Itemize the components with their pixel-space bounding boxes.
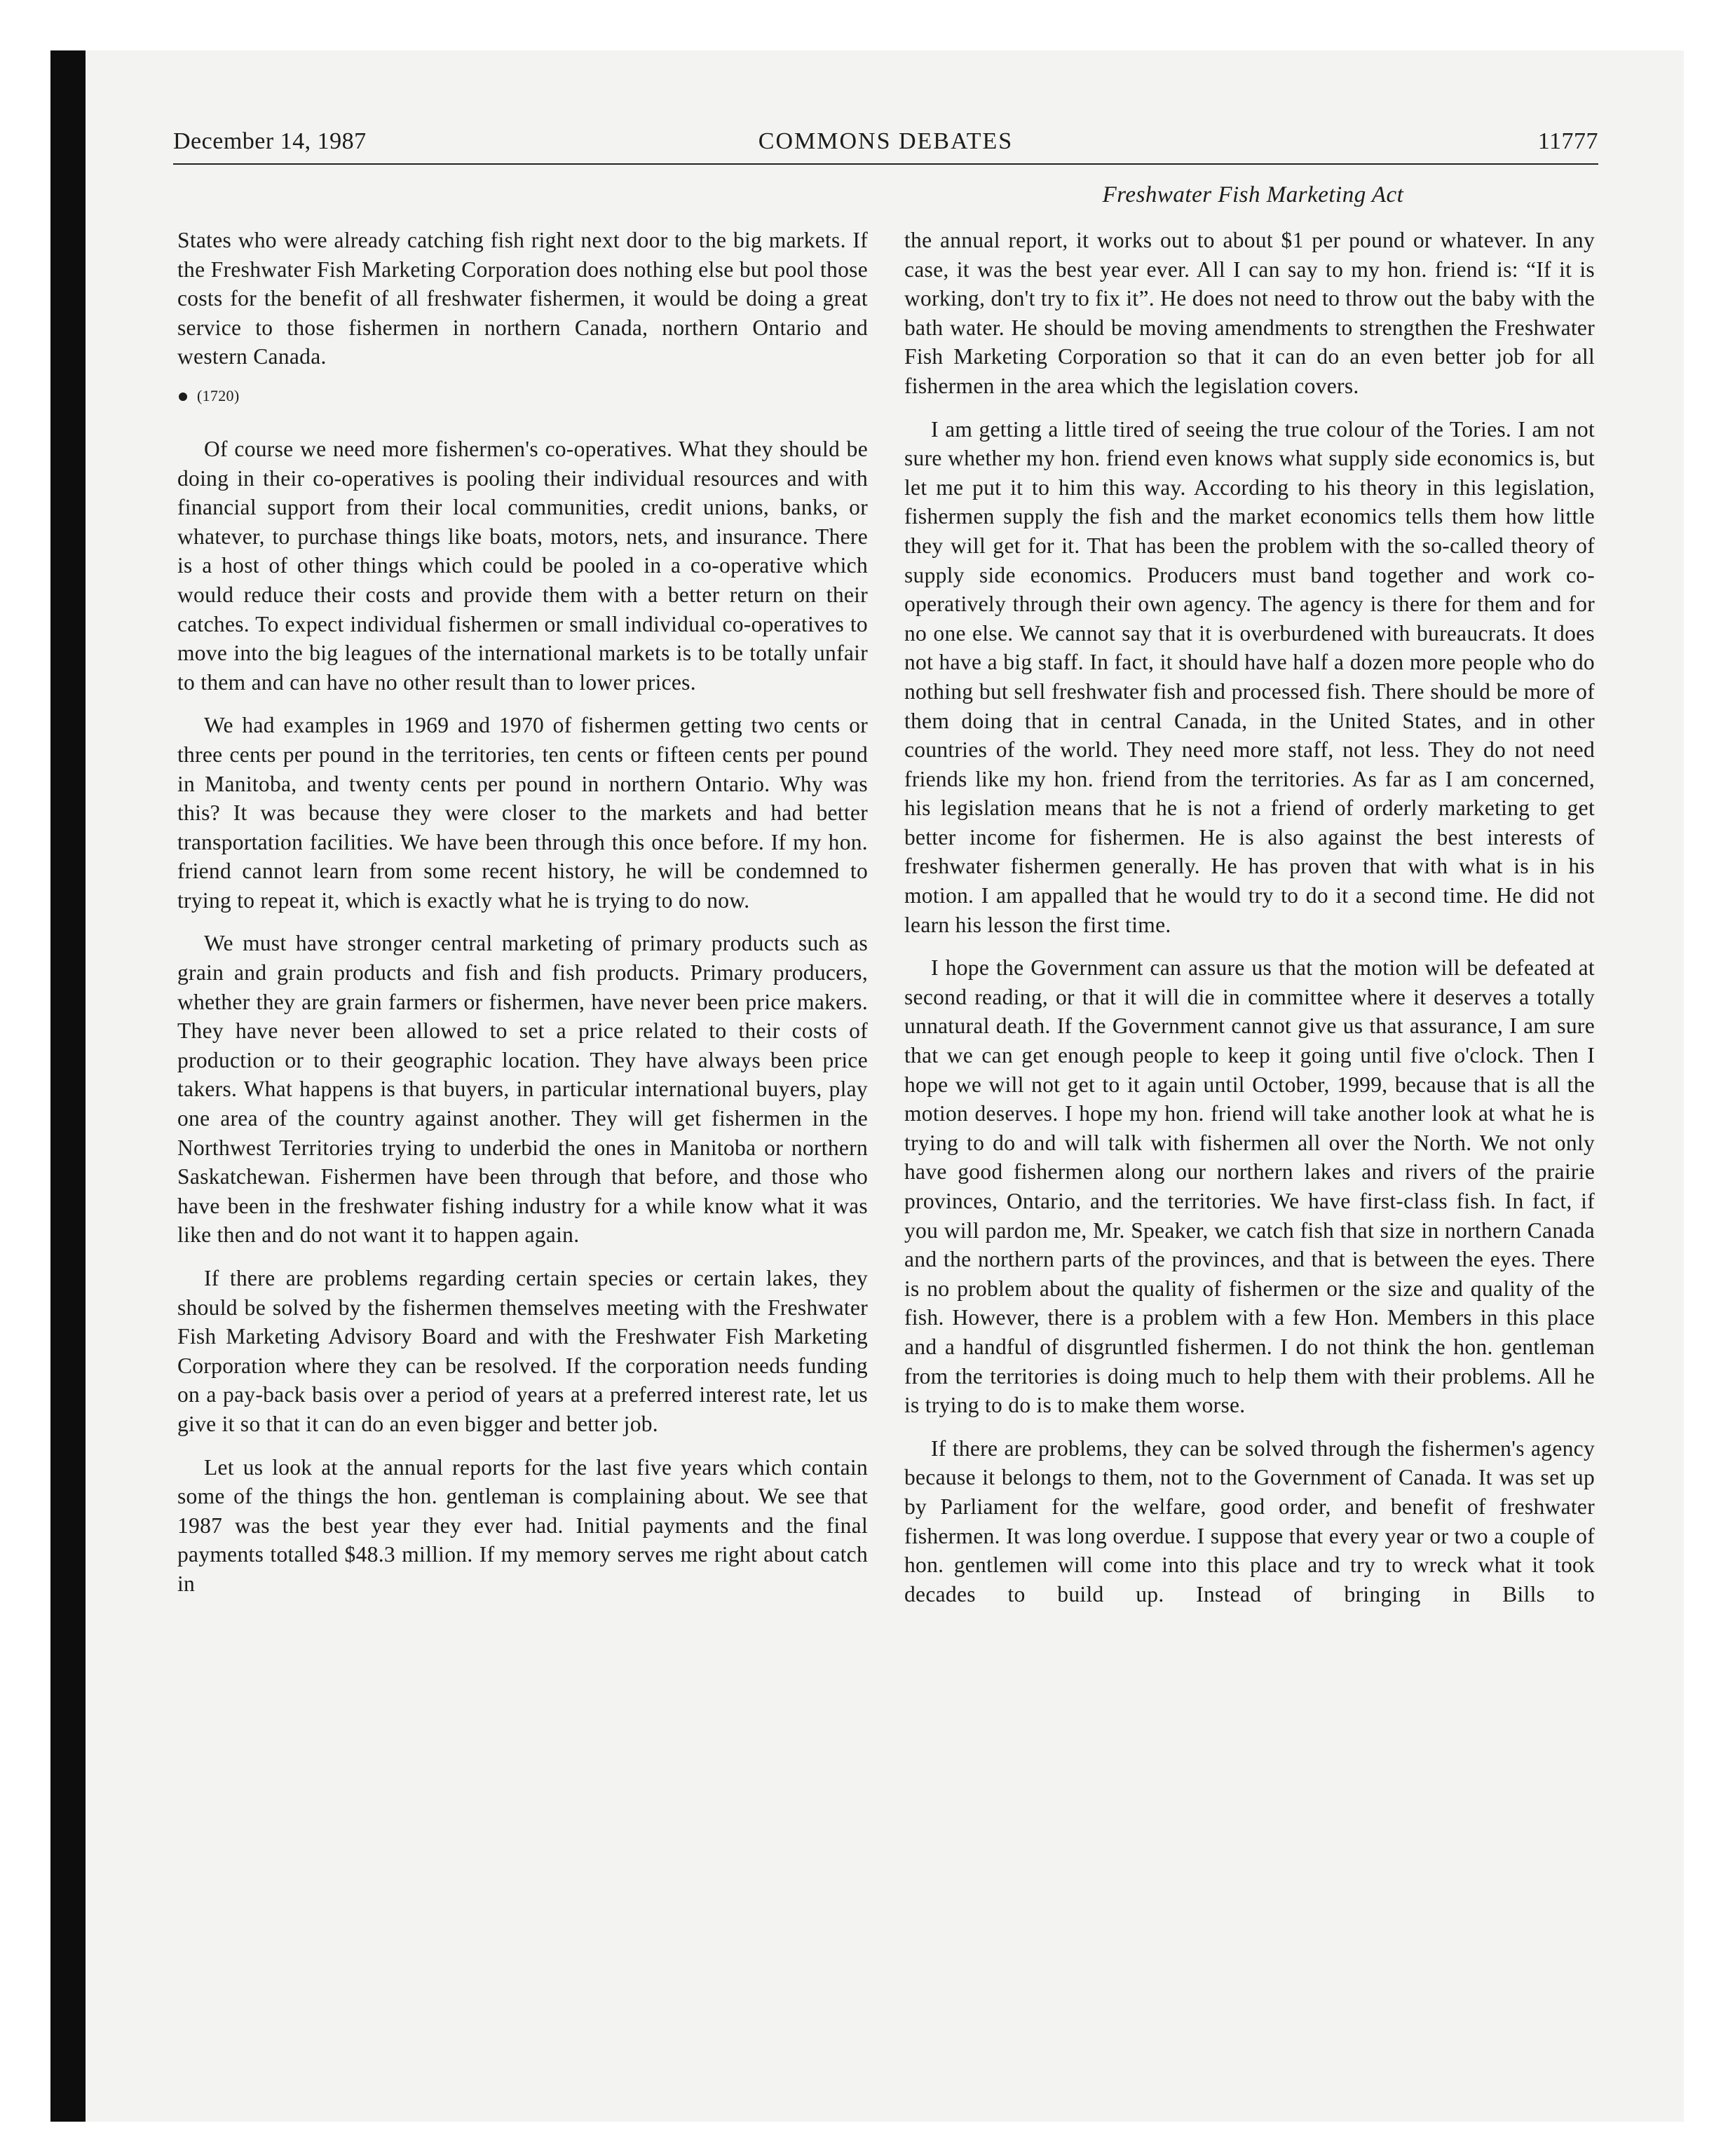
paragraph: We must have stronger central marketing of primary products such as grain and grain products and fish and fish products. Primary producers, whether they are grain farmers or fishermen, have never been price makers. They have never been allowed to set a price related to their costs of production or to their geographic location. They have always been price takers. What happens is that buyers, in particular international buyers, play one area of the country against another. They will get fishermen in the Northwest Territories trying to underbid the ones in Manitoba or northern Saskatchewan. Fishermen have been through that before, and those who have been in the freshwater fishing industry for a while know what it was like then and do not want it to happen again.	[177, 931, 868, 1248]
time-marker	[177, 386, 868, 407]
section-title: Freshwater Fish Marketing Act	[1102, 182, 1404, 207]
left-column	[177, 226, 868, 1613]
paragraph: We had examples in 1969 and 1970 of fishermen getting two cents or three cents per pound in the territories, ten cents or fifteen cents per pound in Manitoba, and twenty cents per pound in northern Ontario. Why was this? It was because they were closer to the markets and had better transportation facilities. We have been through this once before. If my hon. friend cannot learn from some recent history, he will be condemned to trying to repeat it, which is exactly what he is trying to do now.	[177, 713, 868, 913]
binding-edge	[50, 50, 86, 2122]
paragraph: the annual report, it works out to about $1 per pound or whatever. In any case, it was the best year ever. All I can say to my hon. friend is: “If it is working, don't try to fix it”. He does not need to throw out the baby with the bath water. He should be moving amendments to strengthen the Freshwater Fish Marketing Corporation so that it can do an even better job for all fishermen in the area which the legislation covers.	[904, 228, 1595, 398]
time-marker-text: (1720)	[197, 386, 240, 404]
paragraph: If there are problems regarding certain species or certain lakes, they should be solved by the fishermen themselves meeting with the Freshwater Fish Marketing Advisory Board and with the Freshwater Fish Marketing Corporation where they can be resolved. If the corporation needs funding on a pay-back basis over a period of years at a preferred interest rate, let us give it so that it can do an even bigger and better job.	[177, 1266, 868, 1436]
paragraph: States who were already catching fish right next door to the big markets. If the Freshwater Fish Marketing Corporation does nothing else but pool those costs for the benefit of all freshwater fishermen, it would be doing a great service to those fishermen in northern Canada, northern Ontario and western Canada.	[177, 228, 868, 369]
running-header	[173, 128, 1598, 165]
header-date: December 14, 1987	[173, 128, 367, 154]
right-column	[904, 226, 1595, 1623]
header-rule	[173, 163, 1598, 165]
header-page-number: 11777	[1537, 128, 1598, 154]
paragraph: I hope the Government can assure us that the motion will be defeated at second reading, or that it will die in committee where it deserves a totally unnatural death. If the Government cannot give us that assurance, I am sure that we can get enough people to keep it going until five o'clock. Then I hope we will not get to it again until October, 1999, because that is all the motion deserves. I hope my hon. friend will take another look at what he is trying to do and will talk with fishermen all over the North. We not only have good fishermen along our northern lakes and rivers of the prairie provinces, Ontario, and the territories. We have first-class fish. In fact, if you will pardon me, Mr. Speaker, we catch fish that size in northern Canada and the northern parts of the provinces, and that is between the eyes. There is no problem about the quality of fishermen or the size and quality of the fish. However, there is a problem with a few Hon. Members in this place and a handful of disgruntled fishermen. I do not think the hon. gentleman from the territories is doing much to help them with their problems. All he is trying to do is to make them worse.	[904, 955, 1595, 1418]
bullet-icon	[179, 393, 187, 401]
paragraph: Of course we need more fishermen's co-operatives. What they should be doing in their co-operatives is pooling their individual resources and with financial support from their local communities, credit unions, banks, or whatever, to purchase things like boats, motors, nets, and insurance. There is a host of other things which could be pooled in a co-operative which would reduce their costs and provide them with a better return on their catches. To expect individual fishermen or small individual co-operatives to move into the big leagues of the international markets is to be totally unfair to them and can have no other result than to lower prices.	[177, 436, 868, 695]
paragraph: I am getting a little tired of seeing the true colour of the Tories. I am not sure whether my hon. friend even knows what supply side economics is, but let me put it to him this way. According to his theory in this legislation, fishermen supply the fish and the market economics tells them how little they will get for it. That has been the problem with the so-called theory of supply side economics. Producers must band together and work co-operatively through their own agency. The agency is there for them and for no one else. We cannot say that it is overburdened with bureaucrats. It does not have a big staff. In fact, it should have half a dozen more people who do nothing but sell freshwater fish and processed fish. There should be more of them doing that in central Canada, in the United States, and in other countries of the world. They need more staff, not less. They do not need friends like my hon. friend from the territories. As far as I am concerned, his legislation means that he is not a friend of orderly marketing to get better income for fishermen. He is also against the best interests of freshwater fishermen generally. He has proven that with what is in his motion. I am appalled that he would try to do it a second time. He did not learn his lesson the first time.	[904, 416, 1595, 937]
paragraph: If there are problems, they can be solved through the fishermen's agency because it belongs to them, not to the Government of Canada. It was set up by Parliament for the welfare, good order, and benefit of freshwater fishermen. It was long overdue. I suppose that every year or two a couple of hon. gentlemen will come into this place and try to wreck what it took decades to build up. Instead of bringing in Bills to	[904, 1435, 1595, 1606]
header-publication-title: COMMONS DEBATES	[758, 128, 1014, 154]
paragraph: Let us look at the annual reports for the last five years which contain some of the things the hon. gentleman is complaining about. We see that 1987 was the best year they ever had. Initial payments and the final payments totalled $48.3 million. If my memory serves me right about catch in	[177, 1454, 868, 1596]
